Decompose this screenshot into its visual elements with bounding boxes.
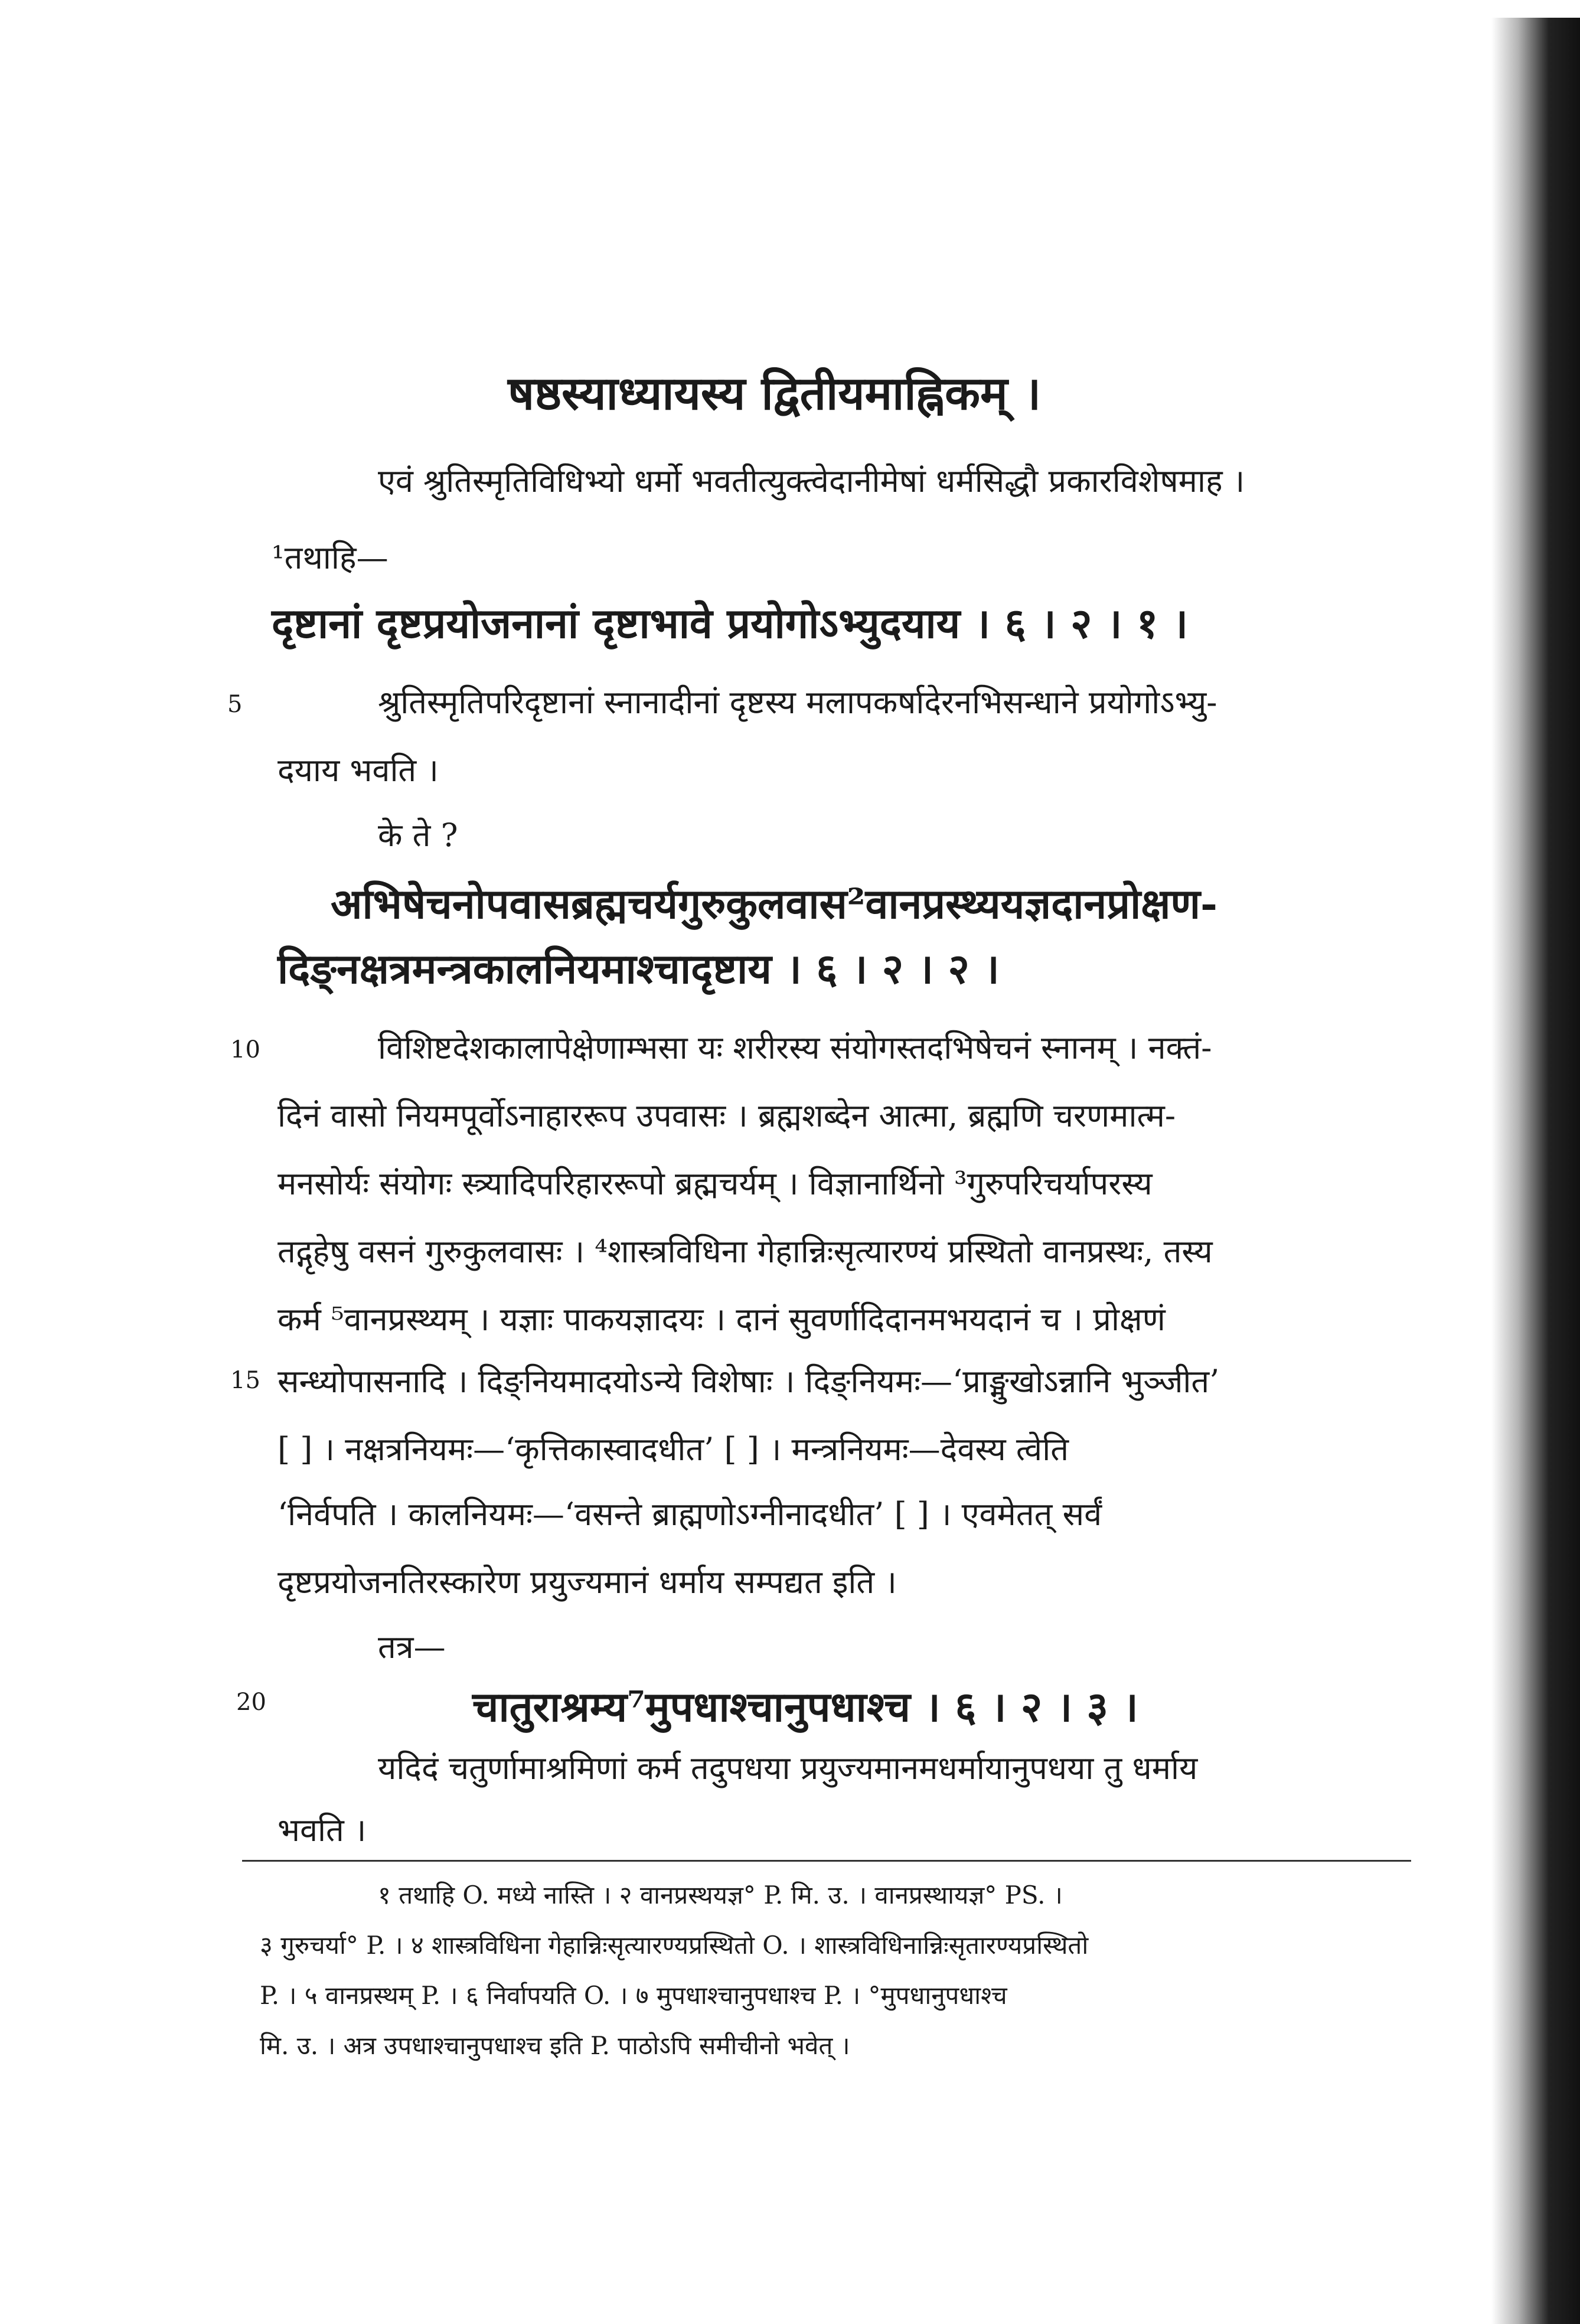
footnote-line: P. । ५ वानप्रस्थम् P. । ६ निर्वापयति O. । ७ मुपधाश्चानुपधाश्च P. । °मुपधानुपधाश्च [260,1981,1007,2010]
commentary-2-line: [ ] । नक्षत्रनियमः—‘कृत्तिकास्वादधीत’ [ ] । मन्त्रनियमः—देवस्य त्वेति [278,1431,1069,1468]
commentary-2-line: तद्गृहेषु वसनं गुरुकुलवासः । ⁴शास्त्रविधिना गेहान्निःसृत्यारण्यं प्रस्थितो वानप्रस्थः, तस्य [278,1233,1213,1270]
line-number-5: 5 [227,691,243,718]
commentary-2-line: दृष्टप्रयोजनतिरस्कारेण प्रयुज्यमानं धर्माय सम्पद्यत इति । [278,1564,897,1601]
footnote-line: मि. उ. । अत्र उपधाश्चानुपधाश्च इति P. पाठोऽपि समीचीनो भवेत् । [260,2031,850,2060]
commentary-1-line-1: श्रुतिस्मृतिपरिदृष्टानां स्नानादीनां दृष्टस्य मलापकर्षादेरनभिसन्धाने प्रयोगोऽभ्यु- [378,684,1217,721]
commentary-2-line: मनसोर्यः संयोगः स्त्र्यादिपरिहाररूपो ब्रह्मचर्यम् । विज्ञानार्थिनो ³गुरुपरिचर्यापरस्य [278,1165,1153,1202]
footnote-line: १ तथाहि O. मध्ये नास्ति । २ वानप्रस्थयज्ञ° P. मि. उ. । वानप्रस्थायज्ञ° PS. । [378,1881,1063,1910]
intro-line-2: ¹तथाहि— [272,539,389,576]
sutra-2-line-2: दिङ्नक्षत्रमन्त्रकालनियमाश्चादृष्टाय । ६ । २ । २ । [278,944,1000,993]
commentary-3-line-1: यदिदं चतुर्णामाश्रमिणां कर्म तदुपधया प्रयुज्यमानमधर्मायानुपधया तु धर्माय [378,1749,1198,1787]
footnote-line: ३ गुरुचर्या° P. । ४ शास्त्रविधिना गेहान्निःसृत्यारण्यप्रस्थितो O. । शास्त्रविधिनान्निःसृतारण्यप्रस्थितो [260,1931,1089,1960]
sutra-3: चातुराश्रम्य⁷मुपधाश्चानुपधाश्च । ६ । २ । ३ । [472,1682,1138,1731]
commentary-3-line-2: भवति । [278,1811,367,1849]
chapter-heading: षष्ठस्याध्यायस्य द्वितीयमाह्निकम् । [508,367,1042,420]
line-number-20: 20 [236,1689,266,1716]
sutra-2-line-1: अभिषेचनोपवासब्रह्मचर्यगुरुकुलवास²वानप्रस्थ्ययज्ञदानप्रोक्षण- [331,879,1218,928]
tatra-line: तत्र— [378,1628,446,1666]
line-number-10: 10 [230,1036,260,1063]
commentary-2-line: कर्म ⁵वानप्रस्थ्यम् । यज्ञाः पाकयज्ञादयः । दानं सुवर्णादिदानमभयदानं च । प्रोक्षणं [278,1301,1166,1338]
commentary-2-line: ‘निर्वपति । कालनियमः—‘वसन्ते ब्राह्मणोऽग्नीनादधीत’ [ ] । एवमेतत् सर्वं [278,1496,1102,1533]
intro-line-1: एवं श्रुतिस्मृतिविधिभ्यो धर्मो भवतीत्युक्त्वेदानीमेषां धर्मसिद्धौ प्रकारविशेषमाह । [378,462,1245,500]
question-line: के ते ? [378,817,458,854]
commentary-2-line: सन्ध्योपासनादि । दिङ्नियमादयोऽन्ये विशेषाः । दिङ्नियमः—‘प्राङ्मुखोऽन्नानि भुञ्जीत’ [278,1363,1220,1400]
binding-shadow [1491,18,1580,2324]
commentary-2-line: विशिष्टदेशकालापेक्षेणाम्भसा यः शरीरस्य संयोगस्तदभिषेचनं स्नानम् । नक्तं- [378,1029,1212,1066]
line-number-15: 15 [230,1367,260,1394]
sutra-1: दृष्टानां दृष्टप्रयोजनानां दृष्टाभावे प्रयोगोऽभ्युदयाय । ६ । २ । १ । [272,599,1189,648]
footnote-divider [242,1860,1411,1862]
commentary-1-line-2: दयाय भवति । [278,752,439,789]
commentary-2-line: दिनं वासो नियमपूर्वोऽनाहाररूप उपवासः । ब्रह्मशब्देन आत्मा, ब्रह्मणि चरणमात्म- [278,1097,1176,1134]
